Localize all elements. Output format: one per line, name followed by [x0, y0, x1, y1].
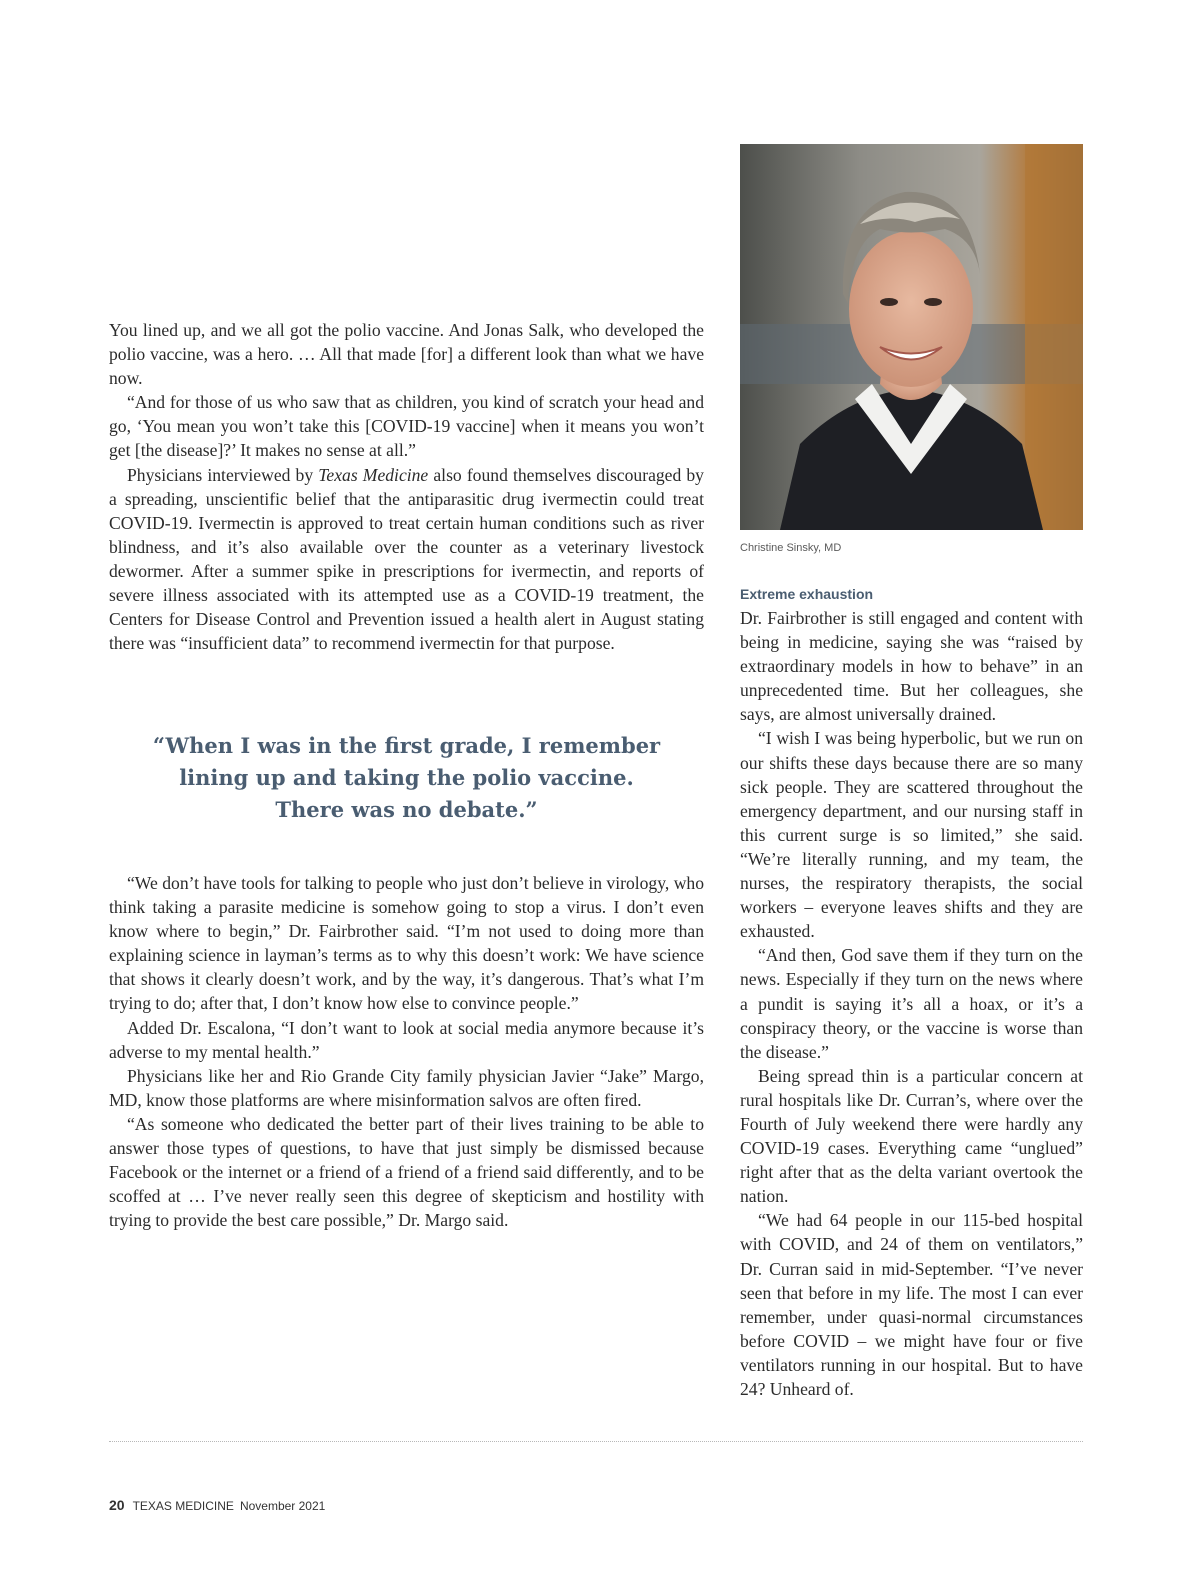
- pull-quote-line: lining up and taking the polio vaccine.: [179, 765, 634, 790]
- body-paragraph: Added Dr. Escalona, “I don’t want to look at social media anymore because it’s adverse to my mental health.”: [109, 1017, 704, 1062]
- paragraph-lead: Physicians interviewed by: [127, 464, 319, 485]
- page-number: 20: [109, 1497, 125, 1513]
- page-footer: [109, 1497, 325, 1513]
- body-paragraph: “We had 64 people in our 115-bed hospital with COVID, and 24 of them on ventilators,” Dr. Curran said in mid-September. “I’ve never seen that before in my life. The most I can ever remember, under quasi-normal circumstances before COVID – we might have four or five ventilators running in our hospital. But to have 24? Unheard of.: [740, 1210, 1083, 1399]
- body-paragraph: “And for those of us who saw that as children, you kind of scratch your head and go, ‘You mean you won’t take this [COVID-19 vaccine] when it means you won’t get [the disease]?’ It makes no sense at all.”: [109, 392, 704, 461]
- publication-name: Texas Medicine: [318, 464, 429, 485]
- left-column-bottom: [109, 871, 704, 1232]
- body-paragraph: “And then, God save them if they turn on the news. Especially if they turn on the news where a pundit is saying it’s all a hoax, or it’s a conspiracy theory, or the vaccine is worse than the disease.”: [740, 945, 1083, 1062]
- body-paragraph: Physicians like her and Rio Grande City family physician Javier “Jake” Margo, MD, know those platforms are where misinformation salvos are often fired.: [109, 1065, 704, 1110]
- body-paragraph: “We don’t have tools for talking to people who just don’t believe in virology, who think taking a parasite medicine is somehow going to stop a virus. I don’t even know where to begin,” Dr. Fairbrother said. “I’m not used to doing more than explaining science in layman’s terms as to why this doesn’t work: We have science that shows it clearly doesn’t work, and by the way, it’s dangerous. That’s what I’m trying to do; after that, I don’t know how else to convince people.”: [109, 873, 704, 1014]
- portrait-photo: [740, 144, 1083, 530]
- portrait-illustration: [740, 144, 1083, 530]
- pull-quote: [109, 730, 704, 826]
- magazine-name: TEXAS MEDICINE: [132, 1499, 234, 1513]
- right-column: [740, 582, 1083, 1401]
- issue-date: November 2021: [239, 1499, 326, 1513]
- left-column-top: [109, 318, 704, 655]
- body-paragraph: “As someone who dedicated the better part of their lives training to be able to answer those types of questions, to have that just simply be dismissed because Facebook or the internet or a friend of a friend of a friend said differently, and to be scoffed at … I’ve never really seen this degree of skepticism and hostility with trying to provide the best care possible,” Dr. Margo said.: [109, 1113, 704, 1231]
- body-paragraph: Dr. Fairbrother is still engaged and content with being in medicine, saying she was “raised by extraordinary models in how to behave” in an unprecedented time. But her colleagues, she says, are almost universally drained.: [740, 608, 1083, 725]
- pull-quote-line: “When I was in the first grade, I remember: [152, 733, 661, 758]
- footer-divider: [109, 1441, 1083, 1442]
- pull-quote-line: There was no debate.”: [275, 797, 538, 822]
- body-paragraph: “I wish I was being hyperbolic, but we run on our shifts these days because there are so many sick people. They are scattered throughout the emergency department, and our nursing staff in this current surge is so limited,” she said. “We’re literally running, and my team, the nurses, the respiratory therapists, the social workers – everyone leaves shifts and they are exhausted.: [740, 728, 1083, 942]
- paragraph-rest: also found themselves discouraged by a spreading, unscientific belief that the antiparasitic drug ivermectin could treat COVID-19. Ivermectin is approved to treat certain human conditions such as river blindness, and it’s also available over the counter as a veterinary livestock dewormer. After a summer spike in prescriptions for ivermectin, and reports of severe illness associated with its attempted use as a COVID-19 treatment, the Centers for Disease Control and Prevention issued a health alert in August stating there was “insufficient data” to recommend ivermectin for that purpose.: [109, 464, 704, 654]
- section-subhead: Extreme exhaustion: [740, 586, 874, 602]
- body-paragraph: [109, 463, 704, 656]
- body-paragraph: You lined up, and we all got the polio vaccine. And Jonas Salk, who developed the polio vaccine, was a hero. … All that made [for] a different look than what we have now.: [109, 320, 704, 389]
- photo-caption: Christine Sinsky, MD: [740, 542, 842, 554]
- body-paragraph: Being spread thin is a particular concern at rural hospitals like Dr. Curran’s, where over the Fourth of July weekend there were hardly any COVID-19 cases. Everything came “unglued” right after that as the delta variant overtook the nation.: [740, 1065, 1083, 1207]
